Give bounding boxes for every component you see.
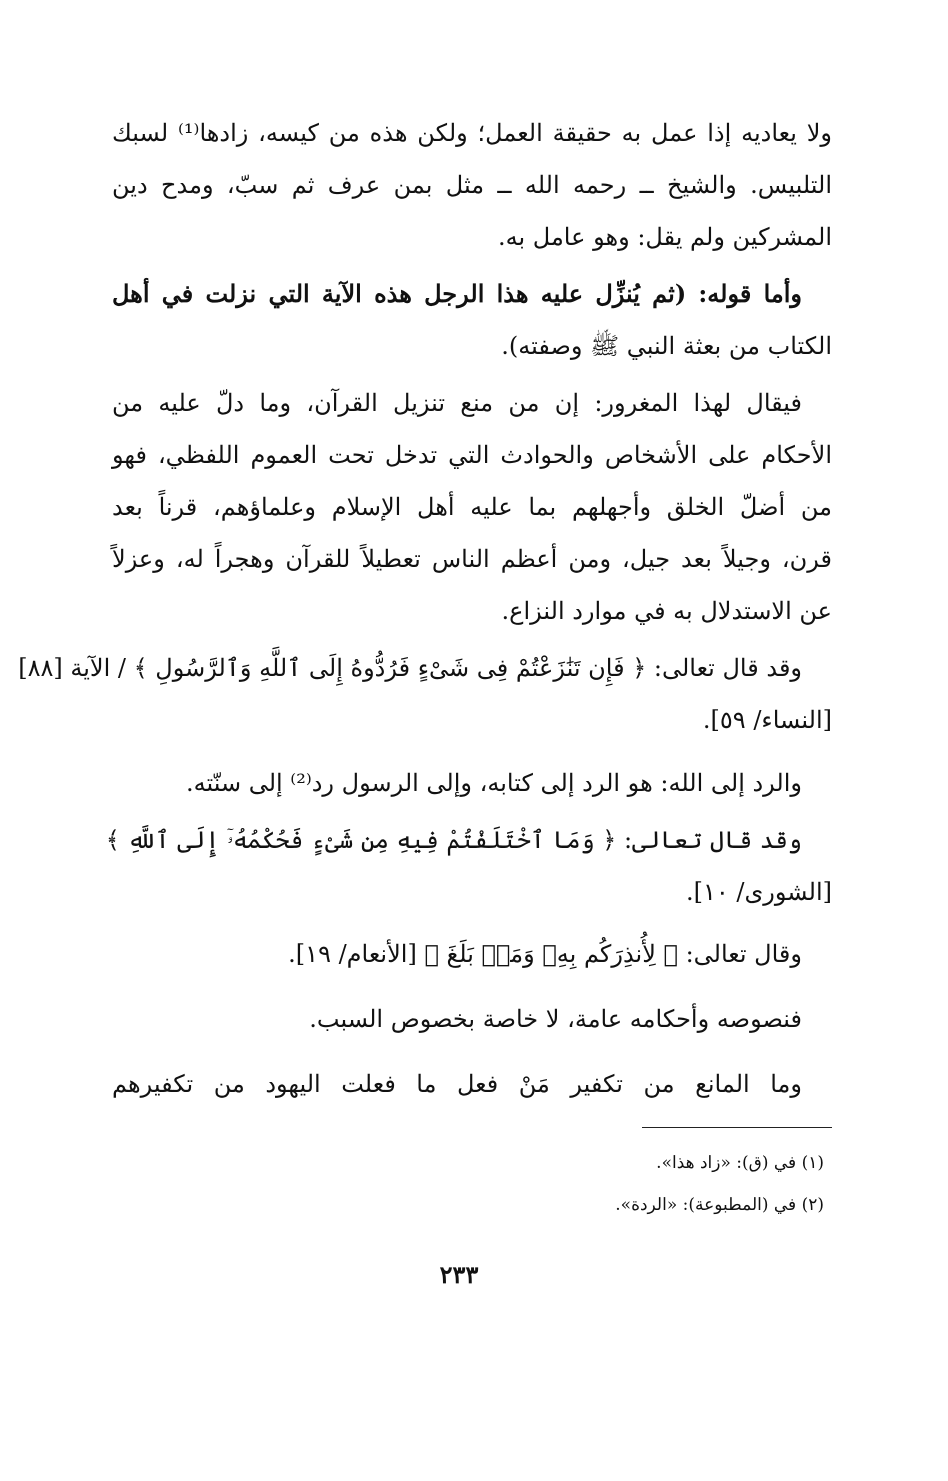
text-line: المشركين ولم يقل: وهو عامل به. — [497, 223, 832, 251]
footnote-separator — [642, 1127, 832, 1128]
verse-line: وقد قال تعالى: ﴿ وَمَا ٱخْتَلَفْتُمْ فِيهِ مِن شَىْءٍ فَحُكْمُهُۥٓ إِلَى ٱللَّهِ ﴾ — [105, 826, 802, 854]
page-number: ٢٣٣ — [439, 1260, 479, 1289]
text-line: وأما قوله: (ثم يُنزِّل عليه هذا الرجل هذه الآية التي نزلت في أهل — [112, 279, 802, 308]
verse-reference: [النساء/ ٥٩]. — [702, 706, 832, 734]
verse-reference: [الشورى/ ١٠]. — [685, 878, 832, 906]
verse-line: وقد قال تعالى: ﴿ فَإِن تَنَٰزَعْتُمْ فِى شَىْءٍ فَرُدُّوهُ إِلَى ٱللَّهِ وَٱلرَّسُولِ ﴾ / الآية [٨٨] — [18, 654, 802, 682]
text-line: فنصوصه وأحكامه عامة، لا خاصة بخصوص السبب. — [309, 1005, 802, 1033]
text-line: الأحكام على الأشخاص والحوادث التي تدخل تحت العموم اللفظي، فهو — [112, 441, 832, 469]
text-line: وما المانع من تكفير مَنْ فعل ما فعلت اليهود من تكفيرهم — [112, 1070, 802, 1098]
text-line: ولا يعاديه إذا عمل به حقيقة العمل؛ ولكن هذه من كيسه، زادها⁽¹⁾ لسبك — [112, 119, 832, 147]
text-line: التلبيس. والشيخ ــ رحمه الله ــ مثل بمن عرف ثم سبّ، ومدح دين — [112, 171, 832, 199]
text-line: الكتاب من بعثة النبي ﷺ وصفته). — [501, 332, 832, 360]
text-line: عن الاستدلال به في موارد النزاع. — [501, 597, 832, 625]
text-line: والرد إلى الله: هو الرد إلى كتابه، وإلى الرسول رد⁽²⁾ إلى سنّته. — [185, 769, 802, 797]
text-line: من أضلّ الخلق وأجهلهم بما عليه أهل الإسلام وعلماؤهم، قرناً بعد — [112, 493, 832, 521]
footnote: (١) في (ق): «زاد هذا». — [656, 1153, 824, 1173]
footnote: (٢) في (المطبوعة): «الردة». — [615, 1195, 824, 1215]
verse-line: وقال تعالى: ﴿ لِأُنذِرَكُم بِهِۦ وَمَنۢ بَلَغَ ﴾ [الأنعام/ ١٩]. — [288, 940, 802, 968]
text-line: قرن، وجيلاً بعد جيل، ومن أعظم الناس تعطيلاً للقرآن وهجراً له، وعزلاً — [112, 545, 832, 573]
text-line: فيقال لهذا المغرور: إن من منع تنزيل القرآن، وما دلّ عليه من — [112, 389, 802, 417]
